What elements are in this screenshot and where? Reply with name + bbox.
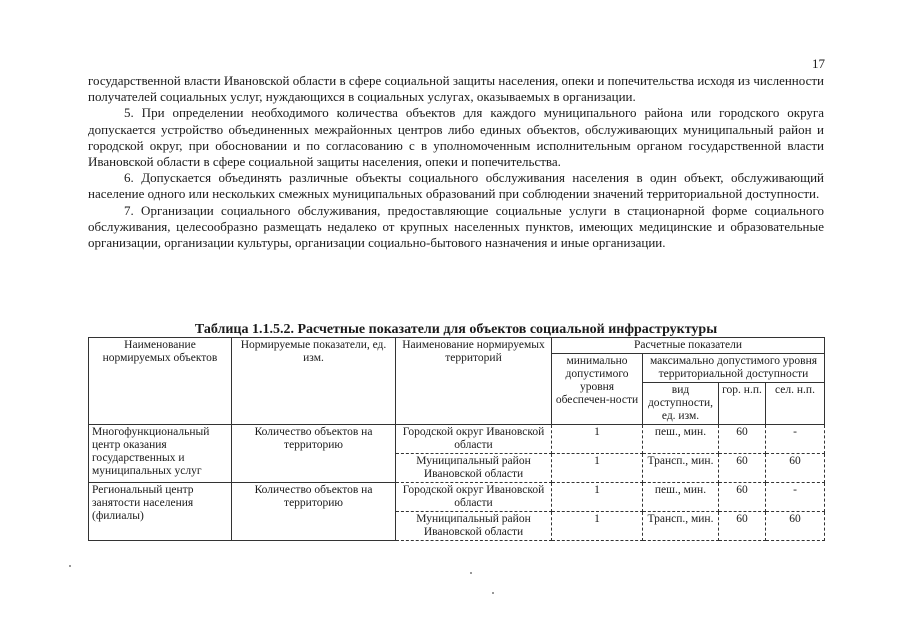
header-min-level: минимально допустимого уровня обеспечен-ности [552, 354, 643, 425]
paragraph-5: 5. При определении необходимого количества объектов для каждого муниципального района или городского округа допускается устройство объединенных межрайонных центров либо единых объектов, обслуживающих муниципальный район и городской округ, при обосновании и по согласованию с в уполномоченным исполнительным органом государственной власти Ивановской области в сфере социальной защиты населения, опеки и попечительства. [88, 105, 824, 170]
paragraph-6: 6. Допускается объединять различные объекты социального обслуживания населения в один объект, обслуживающий население одного или нескольких смежных муниципальных образований при соблюдении значений территориальной доступности. [88, 170, 824, 202]
header-objects: Наименование нормируемых объектов [89, 338, 232, 425]
urban-cell: 60 [719, 483, 766, 512]
page-number: 17 [812, 56, 825, 71]
header-urban: гор. н.п. [719, 383, 766, 425]
indicator-cell: Количество объектов на территорию [232, 483, 396, 541]
infrastructure-table [88, 337, 825, 541]
rural-cell: - [766, 483, 825, 512]
header-access-type: вид доступности, ед. изм. [643, 383, 719, 425]
min-level-cell: 1 [552, 425, 643, 454]
min-level-cell: 1 [552, 454, 643, 483]
object-name-cell: Региональный центр занятости населения (филиалы) [89, 483, 232, 541]
header-calculated: Расчетные показатели [552, 338, 825, 354]
paragraph-continuation: государственной власти Ивановской области в сфере социальной защиты населения, опеки и попечительства исходя из численности получателей социальных услуг, нуждающихся в социальных услугах, оказываемых в организации. [88, 73, 824, 105]
access-type-cell: пеш., мин. [643, 425, 719, 454]
indicator-cell: Количество объектов на территорию [232, 425, 396, 483]
header-row-1 [89, 338, 825, 354]
table-row [89, 483, 825, 512]
table-caption: Таблица 1.1.5.2. Расчетные показатели для объектов социальной инфраструктуры [194, 322, 718, 337]
rural-cell: 60 [766, 512, 825, 541]
scan-speck [470, 572, 472, 574]
access-type-cell: Трансп., мин. [643, 512, 719, 541]
paragraph-7: 7. Организации социального обслуживания, предоставляющие социальные услуги в стационарной форме социального обслуживания, целесообразно размещать недалеко от крупных населенных пунктов, имеющих медицинские и образовательные организации, организации культуры, организации социально-бытового назначения и иные организации. [88, 202, 824, 251]
access-type-cell: Трансп., мин. [643, 454, 719, 483]
header-rural: сел. н.п. [766, 383, 825, 425]
min-level-cell: 1 [552, 483, 643, 512]
urban-cell: 60 [719, 454, 766, 483]
header-indicators: Нормируемые показатели, ед. изм. [232, 338, 396, 425]
territory-cell: Городской округ Ивановской области [396, 425, 552, 454]
urban-cell: 60 [719, 512, 766, 541]
object-name-cell: Многофункциональный центр оказания государственных и муниципальных услуг [89, 425, 232, 483]
table-row [89, 425, 825, 454]
territory-cell: Муниципальный район Ивановской области [396, 454, 552, 483]
territory-cell: Городской округ Ивановской области [396, 483, 552, 512]
min-level-cell: 1 [552, 512, 643, 541]
territory-cell: Муниципальный район Ивановской области [396, 512, 552, 541]
urban-cell: 60 [719, 425, 766, 454]
rural-cell: - [766, 425, 825, 454]
header-territories: Наименование нормируемых территорий [396, 338, 552, 425]
scan-speck [69, 565, 71, 567]
body-text [88, 73, 824, 251]
rural-cell: 60 [766, 454, 825, 483]
access-type-cell: пеш., мин. [643, 483, 719, 512]
header-max-level: максимально допустимого уровня территориальной доступности [643, 354, 825, 383]
scan-speck [492, 592, 494, 594]
